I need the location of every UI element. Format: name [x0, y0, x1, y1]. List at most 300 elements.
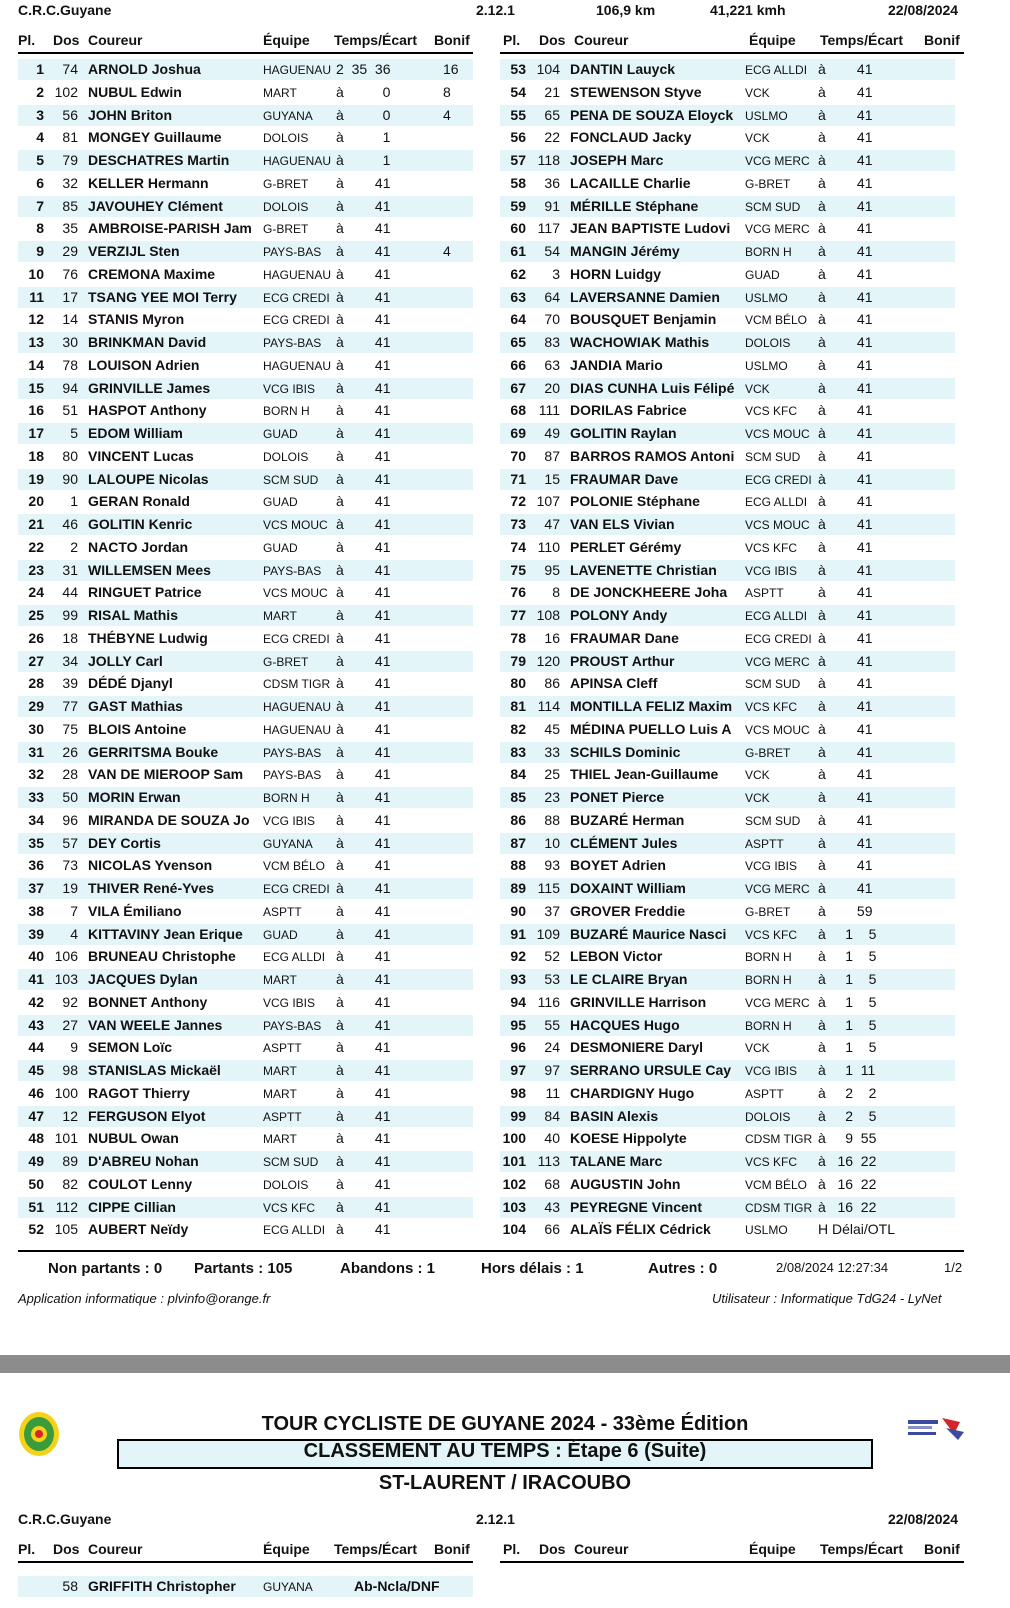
- row-name: LOUISON Adrien: [88, 356, 200, 373]
- row-name: MONTILLA FELIZ Maxim: [570, 698, 733, 714]
- row-dos: 37: [544, 902, 560, 919]
- row-time: à 1 5: [818, 971, 877, 987]
- table-row: [500, 719, 955, 740]
- table-row: [500, 833, 955, 854]
- row-team: USLMO: [745, 1223, 788, 1238]
- row-dos: 81: [62, 129, 78, 146]
- page2-header: [18, 1511, 964, 1531]
- row-pl: 87: [510, 834, 526, 851]
- row-time: H Délai/OTL: [818, 1221, 896, 1238]
- row-background: [18, 1106, 473, 1127]
- row-name: JANDIA Mario: [570, 356, 663, 373]
- row-time: à 9 55: [818, 1130, 877, 1147]
- row-time: à 41: [818, 174, 873, 191]
- row-dos: 107: [536, 493, 560, 510]
- row-team: VCG MERC: [745, 222, 810, 237]
- row-pl: 8: [36, 220, 44, 237]
- row-background: [500, 969, 955, 990]
- table-row: [18, 992, 473, 1013]
- row-time: à 41: [818, 265, 873, 282]
- row-name: RAGOT Thierry: [88, 1084, 190, 1101]
- row-dos: 40: [544, 1130, 560, 1147]
- row-dos: 3: [552, 265, 560, 282]
- row-team: HAGUENAU: [263, 154, 332, 168]
- p2-col-bonif: Bonif: [434, 1541, 470, 1557]
- row-team: VCS KFC: [745, 1155, 798, 1169]
- row-time: à 41: [818, 629, 873, 646]
- row-name: DESCHATRES Martin: [88, 152, 230, 168]
- row-pl: 67: [510, 379, 526, 396]
- row-time: à 41: [818, 402, 873, 419]
- row-time: à 41: [818, 561, 873, 578]
- row-time: à 16 22: [818, 1153, 877, 1169]
- table-row: [18, 1219, 473, 1240]
- row-time: à 41: [336, 425, 391, 441]
- row-pl: 62: [510, 265, 526, 282]
- row-time: à 41: [818, 425, 873, 441]
- row-time: à 41: [336, 288, 391, 305]
- row-pl: 90: [510, 902, 526, 919]
- row-name: GROVER Freddie: [570, 902, 686, 919]
- row-background: [500, 309, 955, 330]
- row-pl: 40: [28, 948, 44, 965]
- row-background: [18, 855, 473, 876]
- row-time: à 41: [818, 698, 873, 714]
- row-time: à 41: [336, 447, 391, 464]
- row-background: [500, 992, 955, 1013]
- row-team: ASPTT: [263, 904, 302, 919]
- row-name: PONET Pierce: [570, 789, 665, 805]
- row-dos: 80: [62, 447, 78, 464]
- row-time: à 41: [818, 880, 873, 896]
- table-row: [18, 59, 473, 80]
- table-row: [500, 560, 955, 581]
- row-name: VAN DE MIEROOP Sam: [88, 766, 244, 783]
- table-row: [500, 651, 955, 672]
- row-team: G-BRET: [745, 904, 791, 919]
- row-team: BORN H: [745, 950, 792, 965]
- row-background: [500, 810, 955, 831]
- table-row: [18, 378, 473, 399]
- table-row: [18, 173, 473, 194]
- row-time: à 41: [818, 743, 873, 760]
- row-time: à 1 5: [818, 1039, 877, 1056]
- row-dos: 98: [62, 1062, 78, 1078]
- row-time: à 41: [336, 1175, 391, 1192]
- row-time: à 41: [336, 1062, 391, 1078]
- row-name: FRAUMAR Dave: [570, 470, 679, 487]
- row-team: SCM SUD: [263, 472, 319, 487]
- row-name: ALAÏS FÉLIX Cédrick: [570, 1221, 711, 1238]
- classification-subtitle: CLASSEMENT AU TEMPS : Étape 6 (Suite): [303, 1440, 707, 1462]
- table-row: [500, 605, 955, 626]
- row-dos: 115: [537, 880, 560, 896]
- row-dos: 19: [62, 880, 78, 896]
- row-dos: 89: [62, 1153, 78, 1169]
- table-row: [18, 833, 473, 854]
- row-name: DOXAINT William: [570, 880, 686, 896]
- col-temps-2: Temps/Écart: [820, 32, 903, 48]
- p2-col-dos-2: Dos: [539, 1541, 566, 1557]
- row-team: VCK: [745, 791, 770, 805]
- header-rule-left: [18, 52, 473, 54]
- row-time: à 59: [818, 902, 873, 919]
- row-dos: 2: [70, 538, 78, 555]
- row-background: [500, 628, 955, 649]
- row-pl: 7: [36, 197, 44, 214]
- row-background: [500, 605, 955, 626]
- row-name: CHARDIGNY Hugo: [570, 1084, 695, 1101]
- row-background: [500, 355, 955, 376]
- table-row: [500, 1151, 955, 1172]
- col-equipe-2: Équipe: [749, 32, 796, 48]
- row-name: APINSA Cleff: [570, 675, 658, 692]
- row-name: BRUNEAU Christophe: [88, 948, 236, 965]
- row-bonif: 4: [443, 106, 451, 123]
- table-row: [500, 696, 955, 717]
- row-pl: 71: [510, 470, 526, 487]
- table-row: [500, 514, 955, 535]
- row-pl: 60: [510, 220, 526, 237]
- row-time: à 41: [336, 220, 391, 237]
- row-pl: 100: [502, 1130, 526, 1147]
- user-credit: Utilisateur : Informatique TdG24 - LyNet: [712, 1291, 942, 1306]
- row-name: VILA Émiliano: [88, 902, 182, 919]
- row-background: [18, 1037, 473, 1058]
- table-row: [18, 1174, 473, 1195]
- row-time: à 41: [818, 129, 873, 146]
- row-dos: 84: [544, 1107, 560, 1124]
- row-name: FRAUMAR Dane: [570, 629, 679, 646]
- row-pl: 75: [510, 561, 526, 578]
- row-dos: 99: [62, 607, 78, 623]
- row-team: ASPTT: [745, 836, 784, 851]
- row-time: à 41: [336, 1198, 391, 1215]
- table-row: [500, 1128, 955, 1149]
- table-row: [18, 218, 473, 239]
- row-time: à 1 11: [818, 1062, 876, 1078]
- table-row: [500, 946, 955, 967]
- row-team: PAYS-BAS: [263, 245, 322, 259]
- table-row: [18, 1128, 473, 1149]
- row-background: [500, 1174, 955, 1195]
- row-team: VCS MOUC: [745, 427, 810, 441]
- row-team: ECG CREDI: [745, 631, 812, 646]
- col-pl-2: Pl.: [503, 32, 521, 48]
- row-team: ECG CREDI: [745, 472, 812, 487]
- row-background: [18, 241, 473, 262]
- row-pl: 49: [28, 1153, 44, 1169]
- row-name: WILLEMSEN Mees: [88, 561, 211, 578]
- org-name: C.R.C.Guyane: [18, 2, 112, 18]
- column-headers: [18, 32, 964, 52]
- row-dos: 57: [62, 834, 78, 851]
- row-time: à 41: [818, 243, 873, 259]
- row-pl: 11: [29, 288, 44, 305]
- row-team: VCG MERC: [745, 154, 810, 168]
- row-background: [500, 833, 955, 854]
- row-name: SERRANO URSULE Cay: [570, 1062, 732, 1078]
- row-pl: 74: [510, 538, 526, 555]
- row-pl: 98: [510, 1084, 526, 1101]
- row-dos: 58: [62, 1578, 78, 1594]
- row-background: [500, 1015, 955, 1036]
- table-row: [18, 901, 473, 922]
- row-name: CLÉMENT Jules: [570, 834, 678, 851]
- row-team: MART: [263, 85, 297, 100]
- row-name: TALANE Marc: [570, 1153, 663, 1169]
- row-name: THÉBYNE Ludwig: [88, 629, 208, 646]
- table-row: [18, 264, 473, 285]
- table-row: [500, 582, 955, 603]
- row-background: [18, 673, 473, 694]
- row-team: VCS MOUC: [745, 722, 810, 737]
- row-dos: 103: [54, 971, 78, 987]
- row-name: COULOT Lenny: [88, 1175, 193, 1192]
- row-time: à 41: [336, 902, 391, 919]
- row-name: JACQUES Dylan: [88, 971, 198, 987]
- row-background: [18, 514, 473, 535]
- row-name: KITTAVINY Jean Erique: [88, 925, 243, 942]
- row-dos: 88: [544, 811, 560, 828]
- row-time: à 41: [818, 197, 873, 214]
- row-pl: 66: [510, 356, 526, 373]
- row-background: [18, 833, 473, 854]
- row-time: à 41: [818, 288, 873, 305]
- row-time: à 41: [336, 720, 391, 737]
- row-background: [500, 946, 955, 967]
- row-pl: 42: [28, 993, 44, 1010]
- table-row: [500, 628, 955, 649]
- row-pl: 19: [28, 470, 44, 487]
- table-row: [500, 901, 955, 922]
- table-row: [500, 1106, 955, 1127]
- row-time: à 41: [818, 493, 873, 510]
- row-dos: 91: [544, 197, 560, 214]
- row-time: à 41: [818, 447, 873, 464]
- row-background: [500, 651, 955, 672]
- row-background: [18, 332, 473, 353]
- row-name: VAN WEELE Jannes: [88, 1016, 223, 1033]
- row-pl: 64: [510, 311, 526, 328]
- row-dos: 79: [62, 152, 78, 168]
- row-background: [500, 1197, 955, 1218]
- row-dos: 96: [62, 811, 78, 828]
- row-pl: 5: [36, 152, 44, 168]
- row-team: VCS MOUC: [263, 518, 328, 532]
- row-team: BORN H: [745, 245, 792, 259]
- row-name: JOHN Briton: [88, 106, 172, 123]
- row-dos: 12: [62, 1107, 78, 1124]
- row-background: [18, 1174, 473, 1195]
- tour-title: TOUR CYCLISTE DE GUYANE 2024 - 33ème Édition: [261, 1413, 749, 1435]
- row-background: [500, 59, 955, 80]
- row-name: GRIFFITH Christopher: [88, 1578, 236, 1594]
- row-team: VCS KFC: [745, 404, 798, 419]
- row-name: EDOM William: [88, 425, 183, 441]
- row-time: à 41: [818, 106, 873, 123]
- row-name: BARROS RAMOS Antoni: [570, 447, 735, 464]
- row-background: [18, 309, 473, 330]
- row-background: [500, 901, 955, 922]
- table-row: [18, 605, 473, 626]
- table-row: [18, 196, 473, 217]
- row-pl: 25: [28, 607, 44, 623]
- row-name: GRINVILLE Harrison: [570, 993, 707, 1010]
- row-team: PAYS-BAS: [263, 745, 322, 760]
- col-bonif-2: Bonif: [924, 32, 960, 48]
- row-name: PERLET Gérémy: [570, 538, 682, 555]
- row-pl: 23: [28, 561, 44, 578]
- row-time: à 41: [336, 538, 391, 555]
- row-name: GOLITIN Kenric: [88, 516, 193, 532]
- row-dos: 29: [62, 243, 78, 259]
- row-team: USLMO: [745, 358, 788, 373]
- row-name: GRINVILLE James: [88, 379, 211, 396]
- row-time: 2 35 36: [336, 61, 391, 77]
- row-team: BORN H: [263, 404, 310, 419]
- row-time: à 41: [336, 470, 391, 487]
- row-pl: 46: [28, 1084, 44, 1101]
- row-time: à 41: [336, 789, 391, 805]
- row-time: à 1: [336, 152, 391, 168]
- row-pl: 18: [28, 447, 44, 464]
- row-team: CDSM TIGR: [745, 1132, 813, 1147]
- row-dos: 31: [62, 561, 78, 578]
- row-team: VCG IBIS: [263, 995, 316, 1010]
- table-row: [18, 719, 473, 740]
- row-background: [500, 855, 955, 876]
- table-row: [18, 582, 473, 603]
- row-pl: 20: [28, 493, 44, 510]
- row-time: à 2 2: [818, 1084, 877, 1101]
- row-dos: 1: [70, 493, 78, 510]
- row-time: à 41: [818, 675, 873, 692]
- row-background: [500, 878, 955, 899]
- row-time: à 41: [336, 356, 391, 373]
- org-name-2: C.R.C.Guyane: [18, 1511, 112, 1527]
- row-name: MONGEY Guillaume: [88, 129, 222, 146]
- table-row: [18, 150, 473, 171]
- row-name: GOLITIN Raylan: [570, 425, 677, 441]
- row-dos: 101: [54, 1130, 78, 1147]
- row-time: à 41: [336, 971, 391, 987]
- row-pl: 84: [510, 766, 526, 783]
- p2-rule-left: [18, 1561, 473, 1563]
- row-team: G-BRET: [745, 176, 791, 191]
- row-time: à 41: [818, 811, 873, 828]
- row-team: VCG MERC: [745, 995, 810, 1010]
- row-team: GUYANA: [263, 108, 313, 123]
- row-name: DIAS CUNHA Luis Félipé: [570, 379, 735, 396]
- table-row: [18, 673, 473, 694]
- row-background: [500, 196, 955, 217]
- row-pl: 57: [510, 152, 526, 168]
- row-pl: 14: [28, 356, 44, 373]
- row-pl: 39: [28, 925, 44, 942]
- row-team: VCS KFC: [745, 927, 798, 942]
- row-name: LAVENETTE Christian: [570, 561, 717, 578]
- row-time: à 41: [818, 857, 873, 874]
- row-team: BORN H: [745, 1018, 792, 1033]
- row-dos: 120: [536, 652, 560, 669]
- row-pl: 43: [28, 1016, 44, 1033]
- row-time: à 41: [818, 766, 873, 783]
- row-dos: 5: [70, 425, 78, 441]
- table-row: [18, 241, 473, 262]
- row-dos: 87: [544, 447, 560, 464]
- row-background: [500, 742, 955, 763]
- row-time: à 1 5: [818, 993, 877, 1010]
- row-background: [18, 355, 473, 376]
- row-name: VAN ELS Vivian: [570, 516, 675, 532]
- row-pl: 73: [510, 516, 526, 532]
- page2-column-headers: [18, 1541, 964, 1561]
- table-row: [500, 855, 955, 876]
- table-row: [500, 400, 955, 421]
- row-time: à 41: [818, 538, 873, 555]
- row-pl: 6: [36, 174, 44, 191]
- table-row: [500, 59, 955, 80]
- table-row: [18, 446, 473, 467]
- row-dos: 66: [544, 1221, 560, 1238]
- table-row: [500, 469, 955, 490]
- row-background: [18, 1197, 473, 1218]
- table-row: [500, 446, 955, 467]
- row-dos: 35: [62, 220, 78, 237]
- row-background: [500, 1151, 955, 1172]
- row-time: à 41: [818, 334, 873, 350]
- row-background: [18, 287, 473, 308]
- row-background: [18, 1151, 473, 1172]
- row-time: à 16 22: [818, 1175, 877, 1192]
- p2-col-pl-2: Pl.: [503, 1541, 521, 1557]
- table-row: [18, 1060, 473, 1081]
- row-dos: 51: [62, 402, 78, 419]
- row-time: à 41: [336, 675, 391, 692]
- row-name: CREMONA Maxime: [88, 265, 216, 282]
- row-pl: 51: [28, 1198, 44, 1215]
- row-background: [18, 1060, 473, 1081]
- row-time: à 41: [336, 402, 391, 419]
- row-background: [18, 469, 473, 490]
- row-background: [18, 59, 473, 80]
- table-row: [500, 218, 955, 239]
- row-background: [500, 287, 955, 308]
- row-name: BOUSQUET Benjamin: [570, 311, 717, 328]
- row-team: SCM SUD: [745, 677, 801, 692]
- row-team: MART: [263, 973, 297, 987]
- row-time: à 41: [336, 652, 391, 669]
- row-pl: 32: [28, 766, 44, 783]
- row-pl: 31: [28, 743, 44, 760]
- row-dos: 73: [62, 857, 78, 874]
- row-name: HACQUES Hugo: [570, 1016, 680, 1033]
- row-dos: 105: [54, 1221, 78, 1238]
- row-team: GUYANA: [263, 1580, 313, 1594]
- table-row: [18, 946, 473, 967]
- row-name: POLONY Andy: [570, 607, 668, 623]
- row-team: GUYANA: [263, 836, 313, 851]
- row-dos: 77: [62, 698, 78, 714]
- row-time: à 41: [336, 1153, 391, 1169]
- p2-col-equipe-2: Équipe: [749, 1541, 796, 1557]
- table-row: [18, 400, 473, 421]
- row-dos: 95: [544, 561, 560, 578]
- row-dos: 75: [62, 720, 78, 737]
- table-row: [18, 764, 473, 785]
- row-time: à 41: [818, 834, 873, 851]
